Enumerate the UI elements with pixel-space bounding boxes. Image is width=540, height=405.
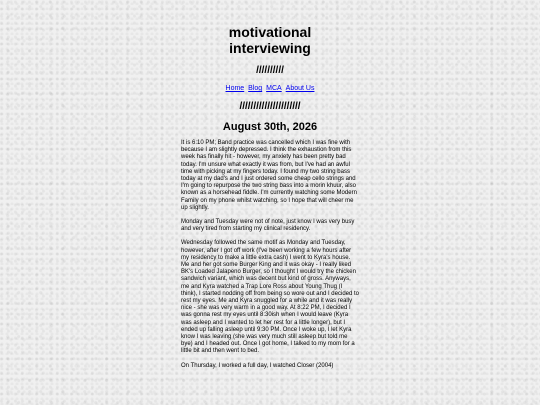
main-nav <box>0 84 540 93</box>
site-title <box>0 24 540 56</box>
divider-bottom: ////////////////////// <box>239 101 301 112</box>
nav-link-blog[interactable]: Blog <box>248 85 263 92</box>
nav-link-about-us[interactable]: About Us <box>285 85 315 92</box>
site-title-line-1: motivational <box>228 24 312 40</box>
post-paragraph: Wednesday followed the same motif as Monday and Tuesday, however, after I got off work (I've been working a few hours after my residency to make a little extra cash) I went to Kyra's house. Me and her got some Burger King and it was okay - I really liked BK's Loaded Jalapeno Burger, so I thought I would try the chicken sandwich variant, which was decent but kind of gross. Anyways, me and Kyra watched a Trap Lore Ross about Young Thug (I think), I started nodding off from being so wore out and I decided to rest my eyes. Me and Kyra snuggled for a while and it was really nice - she was very warm in a good way. At 8:22 PM, I decided I was gonna rest my eyes until 8:30ish when I would leave (Kyra was asleep and I wanted to let her rest for a little longer), but I ended up falling asleep until 9:30 PM. Once I woke up, I let Kyra know I was leaving (she was very much still asleep but told me bye) and I headed out. Once I got home, I talked to my mom for a little bit and then went to bed. <box>181 240 359 355</box>
post-paragraph: It is 6:10 PM; Band practice was cancelled which I was fine with because I am slightly depressed. I think the exhaustion from this week has finally hit - however, my anxiety has been pretty bad today. I'm unsure what exactly it was from, but I've had an awful time with picking at my fingers today. I found my two string bass today at my dad's and I just ordered some cheap cello strings and I'm going to repurpose the two string bass into a morin khuur, also known as a horsehead fiddle. I'm currently watching some Modern Family on my phone whilst watching, so I hope that will cheer me up slightly. <box>181 140 357 211</box>
divider-top: ////////// <box>256 65 284 76</box>
nav-link-mca[interactable]: MCA <box>266 85 282 92</box>
post-body <box>181 140 359 377</box>
post-date: August 30th, 2026 <box>222 121 318 133</box>
post-paragraph: On Thursday, I worked a full day, I watched Closer (2004) <box>181 362 334 369</box>
site-title-line-2: interviewing <box>229 40 311 56</box>
post-paragraph: Monday and Tuesday were not of note, just know I was very busy and very tired from starting my clinical residency. <box>181 219 355 233</box>
nav-link-home[interactable]: Home <box>225 85 245 92</box>
